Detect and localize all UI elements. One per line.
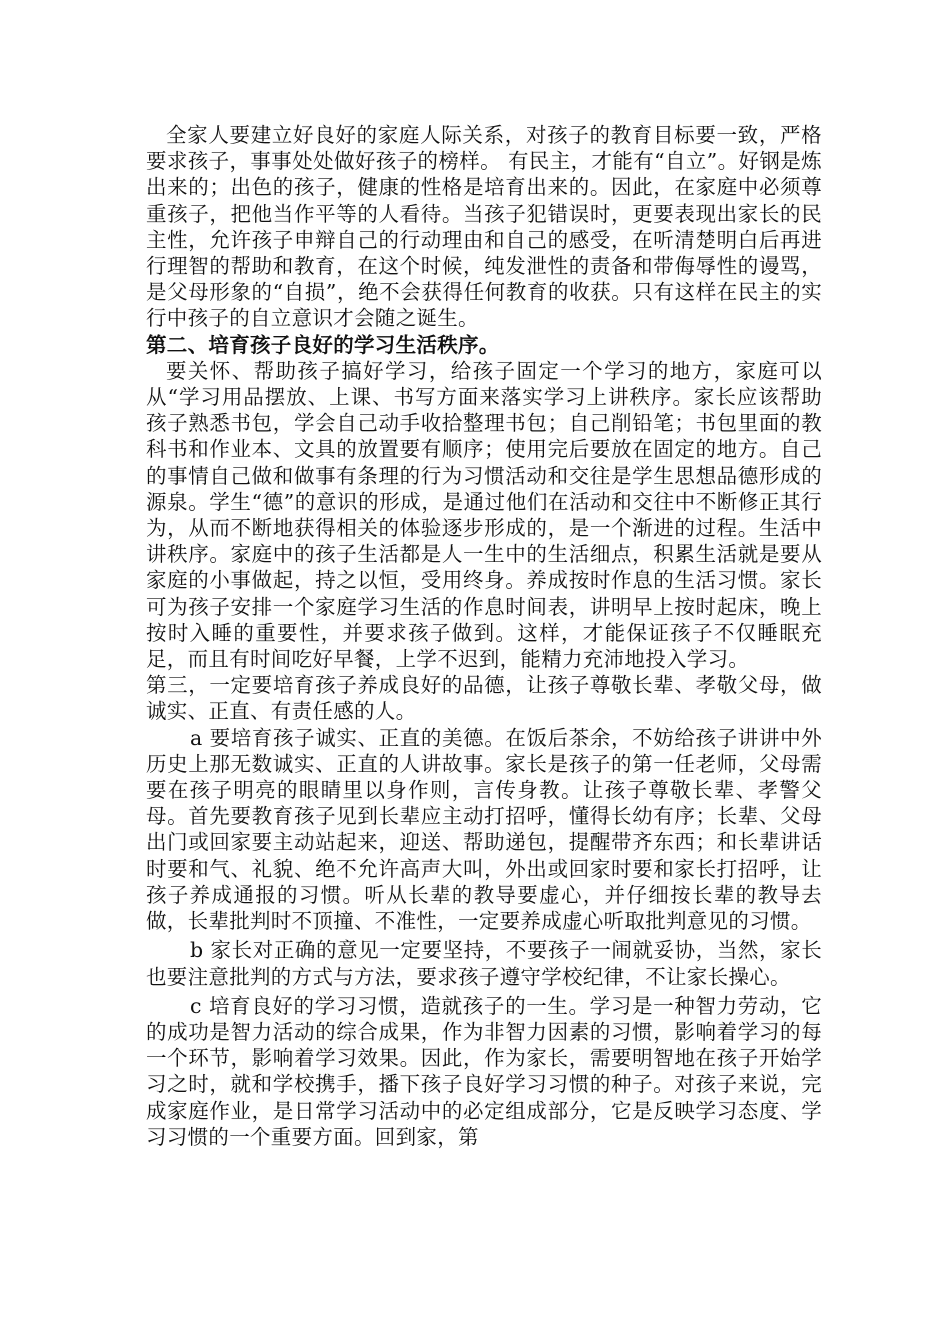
document-page: [146, 122, 822, 1150]
section-heading-second: 第二、培育孩子良好的学习生活秩序。: [146, 332, 500, 357]
paragraph-third-morality: 第三，一定要培育孩子养成良好的品德，让孩子尊敬长辈、孝敬父母，做诚实、正直、有责任感的人。: [146, 673, 822, 724]
paragraph-item-b: b 家长对正确的意见一定要坚持，不要孩子一闹就妥协，当然，家长也要注意批判的方式与方法，要求孩子遵守学校纪律，不让家长操心。: [146, 938, 822, 989]
paragraph-family-relations: 全家人要建立好良好的家庭人际关系，对孩子的教育目标要一致，严格要求孩子，事事处处做好孩子的榜样。 有民主，才能有“自立”。好钢是炼出来的；出色的孩子，健康的性格是培育出来的。因此，在家庭中必须尊重孩子，把他当作平等的人看待。当孩子犯错误时，更要表现出家长的民主性，允许孩子申辩自己的行动理由和自己的感受，在听清楚明白后再进行理智的帮助和教育，在这个时候，纯发泄性的责备和带侮辱性的谩骂，是父母形象的“自损”，绝不会获得任何教育的收获。只有这样在民主的实行中孩子的自立意识才会随之诞生。: [146, 123, 822, 331]
paragraph-item-c: c 培育良好的学习习惯，造就孩子的一生。学习是一种智力劳动，它的成功是智力活动的综合成果，作为非智力因素的习惯，影响着学习的每一个环节，影响着学习效果。因此，作为家长，需要明智地在孩子开始学习之时，就和学校携手，播下孩子良好学习习惯的种子。对孩子来说，完成家庭作业，是日常学习活动中的必定组成部分，它是反映学习态度、学习习惯的一个重要方面。回到家，第: [146, 993, 822, 1149]
paragraph-item-a: a 要培育孩子诚实、正直的美德。在饭后茶余，不妨给孩子讲讲中外历史上那无数诚实、正直的人讲故事。家长是孩子的第一任老师，父母需要在孩子明亮的眼睛里以身作则，言传身教。让孩子尊敬长辈、孝警父母。首先要教育孩子见到长辈应主动打招呼，懂得长幼有序；长辈、父母出门或回家要主动站起来，迎送、帮助递包，提醒带齐东西；和长辈讲话时要和气、礼貌、绝不允许高声大叫，外出或回家时要和家长打招呼，让孩子养成通报的习惯。听从长辈的教导要虚心，并仔细按长辈的教导去做，长辈批判时不顶撞、不准性，一定要养成虚心听取批判意见的习惯。: [146, 725, 822, 934]
paragraph-study-order: 要关怀、帮助孩子搞好学习，给孩子固定一个学习的地方，家庭可以从“学习用品摆放、上课、书写方面来落实学习上讲秩序。家长应该帮助孩子熟悉书包，学会自己动手收拾整理书包；自己削铅笔；书包里面的教科书和作业本、文具的放置要有顺序；使用完后要放在固定的地方。自己的事情自己做和做事有条理的行为习惯活动和交往是学生思想品德形成的源泉。学生“德”的意识的形成，是通过他们在活动和交往中不断修正其行为，从而不断地获得相关的体验逐步形成的，是一个渐进的过程。生活中讲秩序。家庭中的孩子生活都是人一生中的生活细点，积累生活就是要从家庭的小事做起，持之以恒，受用终身。养成按时作息的生活习惯。家长可为孩子安排一个家庭学习生活的作息时间表，讲明早上按时起床，晚上按时入睡的重要性，并要求孩子做到。这样，才能保证孩子不仅睡眠充足，而且有时间吃好早餐，上学不迟到，能精力充沛地投入学习。: [146, 358, 822, 672]
